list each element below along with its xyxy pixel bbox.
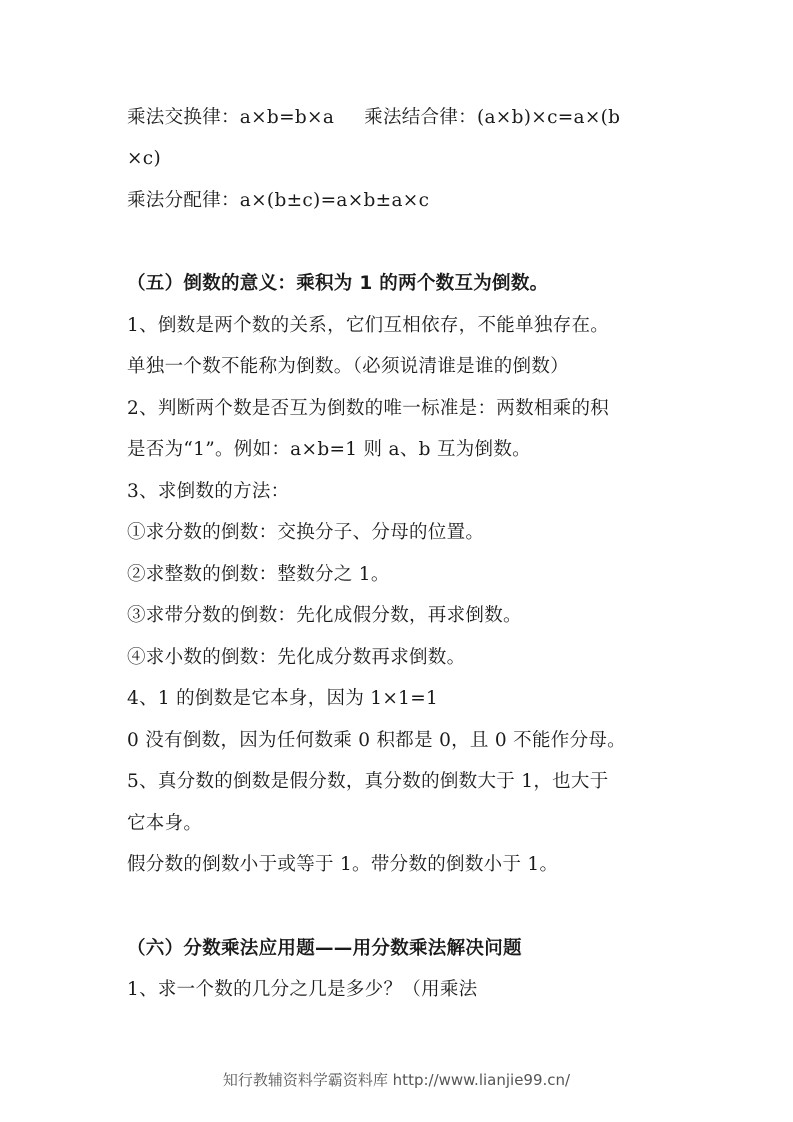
s5-paragraph-1a: 1、倒数是两个数的关系，它们互相依存，不能单独存在。	[127, 315, 610, 336]
s5-paragraph-4: 4、1 的倒数是它本身，因为 1×1=1	[127, 688, 439, 709]
associative-law-continued: ×c)	[127, 148, 161, 169]
s5-method-4: ④求小数的倒数：先化成分数再求倒数。	[127, 647, 466, 668]
s5-paragraph-5a: 5、真分数的倒数是假分数，真分数的倒数大于 1，也大于	[127, 771, 609, 792]
s5-paragraph-2a: 2、判断两个数是否互为倒数的唯一标准是：两数相乘的积	[127, 398, 610, 419]
s5-method-3: ③求带分数的倒数：先化成假分数，再求倒数。	[127, 605, 522, 626]
page-footer-watermark: 知行教辅资料学霸资料库 http://www.lianjie99.cn/	[222, 1071, 571, 1089]
s5-paragraph-3: 3、求倒数的方法：	[127, 481, 290, 502]
s5-paragraph-5b: 它本身。	[127, 813, 203, 834]
s5-paragraph-1b: 单独一个数不能称为倒数。（必须说清谁是谁的倒数）	[127, 356, 569, 377]
s5-paragraph-2b: 是否为“1”。例如：a×b=1 则 a、b 互为倒数。	[127, 439, 531, 460]
s5-method-2: ②求整数的倒数：整数分之 1。	[127, 564, 390, 585]
multiplication-laws-line	[127, 106, 687, 130]
distributive-law: 乘法分配律：a×(b±c)=a×b±a×c	[127, 190, 430, 211]
s6-paragraph-1: 1、求一个数的几分之几是多少？（用乘法	[127, 979, 478, 1000]
s5-paragraph-5c: 假分数的倒数小于或等于 1。带分数的倒数小于 1。	[127, 854, 559, 875]
s5-method-1: ①求分数的倒数：交换分子、分母的位置。	[127, 522, 485, 543]
section-6-heading: （六）分数乘法应用题——用分数乘法解决问题	[127, 938, 522, 959]
commutative-law: 乘法交换律：a×b=b×a	[127, 107, 335, 128]
associative-law: 乘法结合律：(a×b)×c=a×(b	[364, 107, 621, 128]
section-5-heading: （五）倒数的意义：乘积为 1 的两个数互为倒数。	[127, 273, 549, 294]
s5-paragraph-4b: 0 没有倒数，因为任何数乘 0 积都是 0，且 0 不能作分母。	[127, 730, 626, 751]
